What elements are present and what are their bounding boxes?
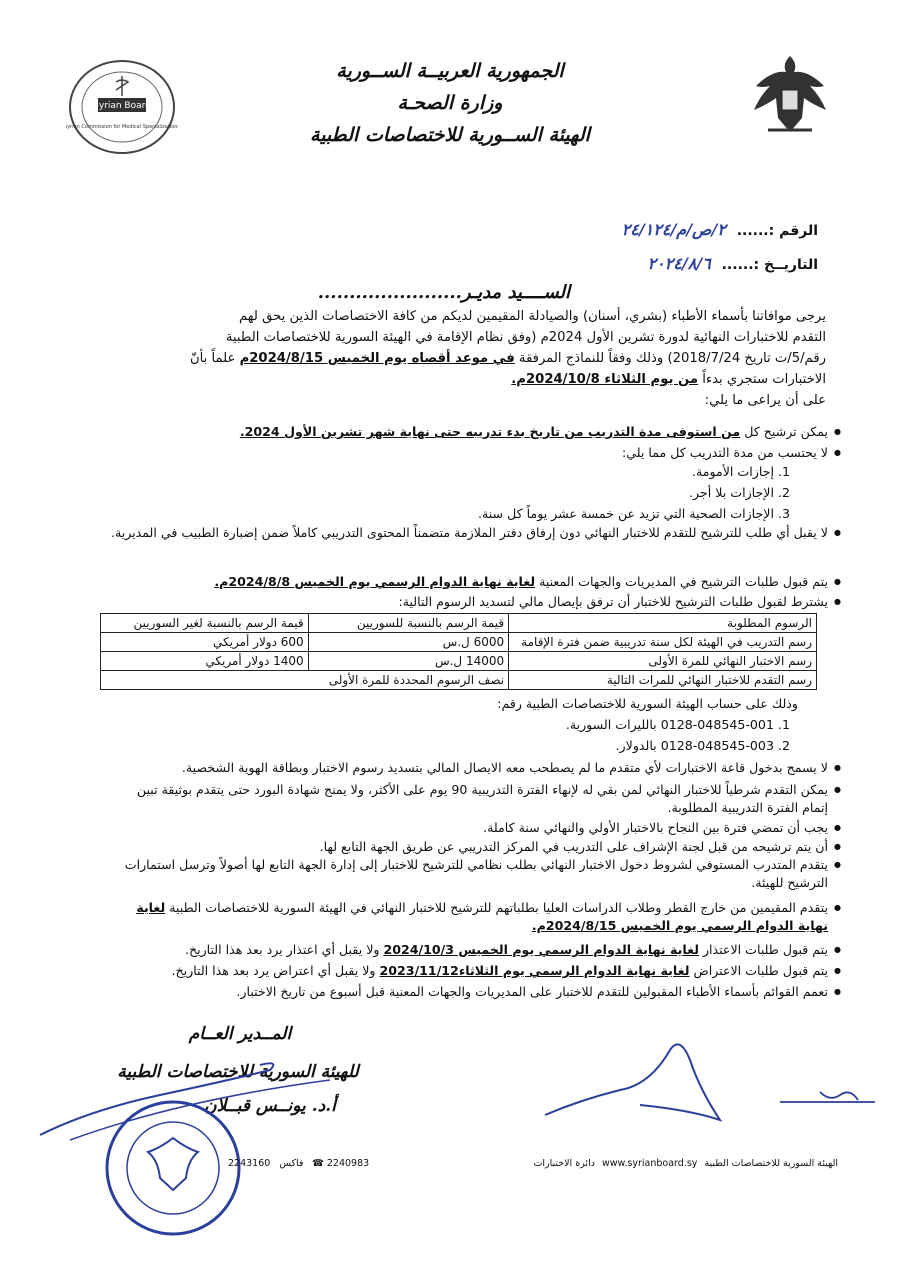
bullet-5: ● يشترط لقبول طلبات الترشيح للاختبار أن ترفق بإيصال مالي لتسديد الرسوم التالية: [108, 593, 828, 611]
bullet-12-b: لغاية نهاية الدوام الرسمي يوم الخميس 2024/10/3 [383, 942, 699, 957]
account-item-1: 1. 0128-048545-001 بالليرات السورية. [565, 717, 790, 732]
bullet-13-b: لغاية نهاية الدوام الرسمي يوم الثلاثاء2023/11/12 [379, 963, 690, 978]
logo-sublabel: Syrian Commission for Medical Specializations [66, 124, 178, 130]
bullet-2-item-1: 1. إجازات الأمومة. [691, 464, 790, 479]
account-item-2-text: 0128-048545-003 بالدولار. [615, 738, 774, 753]
table-cell: 600 دولار أمريكي [101, 633, 309, 652]
bullet-2-item-3: 3. الإجازات الصحية التي تزيد عن خمسة عشر يوماً كل سنة. [477, 506, 790, 521]
header-ministry: وزارة الصحـة [397, 92, 503, 114]
table-cell: نصف الرسوم المحددة للمرة الأولى [101, 671, 509, 690]
table-header-cell: قيمة الرسم بالنسبة للسوريين [308, 614, 508, 633]
intro-deadline: في موعد أقصاه يوم الخميس 2024/8/15م [239, 351, 515, 366]
account-intro: وذلك على حساب الهيئة السورية للاختصاصات الطبية رقم: [497, 696, 798, 711]
syrian-board-logo [66, 58, 178, 156]
bullet-4-b: لغاية نهاية الدوام الرسمي يوم الخميس 2024/8/8م. [214, 574, 536, 589]
bullet-2: ● لا يحتسب من مدة التدريب كل مما يلي: [108, 444, 828, 462]
table-header-cell: قيمة الرسم بالنسبة لغير السوريين [101, 614, 309, 633]
intro-line-1: يرجى موافاتنا بأسماء الأطباء (بشري، أسنان) والصيادلة المقيمين لديكم من كافة الاختصاصات الذين يحق لهم [239, 309, 826, 324]
bullet-2-item-1-text: إجازات الأمومة. [691, 464, 774, 479]
table-cell: رسم الاختبار النهائي للمرة الأولى [509, 652, 817, 671]
bullet-2-item-3-text: الإجازات الصحية التي تزيد عن خمسة عشر يوماً كل سنة. [477, 506, 774, 521]
table-header-row [101, 614, 817, 633]
intro-line-3 [128, 348, 826, 369]
addressee-title: الســــيد مديـر....................... [317, 282, 570, 303]
table-cell: 1400 دولار أمريكي [101, 652, 309, 671]
footer-phone-number: 2240983 [326, 1158, 370, 1169]
bullet-1 [108, 423, 828, 441]
ref-date [647, 254, 818, 273]
intro-line-4-a: الاختبارات ستجري بدءاً [698, 372, 826, 387]
ref-number [622, 220, 818, 239]
bullet-13 [108, 962, 828, 980]
bullet-4 [108, 573, 828, 591]
phone-icon: ☎ [312, 1158, 324, 1169]
bullet-8: ● يجب أن تمضي فترة بين النجاح بالاختبار الأولي والنهائي سنة كاملة. [108, 819, 828, 837]
bullet-2-item-2-text: الإجازات بلا أجر. [688, 485, 774, 500]
header-republic: الجمهورية العربيــة الســورية [336, 60, 564, 82]
table-cell: رسم التدريب في الهيئة لكل سنة تدريبية ضمن فترة الإقامة [509, 633, 817, 652]
footer-fax-label: فاكس [279, 1158, 304, 1169]
table-cell: 6000 ل.س [308, 633, 508, 652]
ref-date-label: التاريــخ :...... [721, 257, 818, 273]
account-item-1-text: 0128-048545-001 بالليرات السورية. [565, 717, 774, 732]
table-cell: 14000 ل.س [308, 652, 508, 671]
bullet-1-b: من استوفى مدة التدريب من تاريخ بدء تدريبه حتى نهاية شهر تشرين الأول 2024. [239, 424, 741, 439]
account-item-2: 2. 0128-048545-003 بالدولار. [615, 738, 790, 753]
intro-line-3-a: رقم/5/ت تاريخ 2018/7/24) وذلك وفقاً للنماذج المرفقة [514, 351, 826, 366]
bullet-1-a: يمكن ترشيح كل [740, 424, 828, 439]
signature-title-2: للهيئة السورية للاختصاصات الطبية [117, 1062, 359, 1082]
signature-scrawl-right [540, 1030, 880, 1125]
header-commission: الهيئة الســورية للاختصاصات الطبية [310, 124, 590, 146]
bullet-11-a: يتقدم المقيمين من خارج القطر وطلاب الدراسات العليا بطلباتهم للترشيح للاختبار النهائي في الهيئة السورية للاختصاصات الطبية [165, 900, 828, 915]
bullet-13-c: ولا يقبل أي اعتراض يرد بعد هذا التاريخ. [171, 963, 380, 978]
footer-fax [228, 1158, 303, 1169]
bullet-3: ● لا يقبل أي طلب للترشيح للتقدم للاختبار النهائي دون إرفاق دفتر الملازمة متضمناً المحتوى التدريبي كاملاً ضمن إضبارة الطبيب في المديرية. [108, 524, 828, 542]
table-row [101, 633, 817, 652]
fees-table [100, 613, 817, 690]
bullet-12 [108, 941, 828, 959]
bullet-13-a: يتم قبول طلبات الاعتراض [689, 963, 828, 978]
bullet-10: ● يتقدم المتدرب المستوفي لشروط دخول الاختبار النهائي بطلب نظامي للترشيح للاختبار إلى إدارة الجهة التابع لها أصولاً وترسل استمارات الترشيح للهيئة. [108, 856, 828, 892]
signature-title-1: المــدير العــام [188, 1024, 292, 1044]
intro-exam-date: من يوم الثلاثاء 2024/10/8م. [511, 372, 699, 387]
table-row [101, 652, 817, 671]
intro-line-5: على أن يراعى ما يلي: [704, 393, 826, 408]
table-header-cell: الرسوم المطلوبة [509, 614, 817, 633]
bullet-11 [108, 899, 828, 935]
ref-date-value: ٢٠٢٤/٨/٦ [647, 254, 711, 273]
bullet-14: ● تعمم القوائم بأسماء الأطباء المقبولين للتقدم للاختبار على المديريات والجهات المعنية قبل أسبوع من تاريخ الاختبار. [108, 983, 828, 1001]
logo-label: Syrian Board [93, 101, 151, 111]
table-row [101, 671, 817, 690]
bullet-7: ● يمكن التقدم شرطياً للاختبار النهائي لمن بقي له لإنهاء الفترة التدريبية 90 يوم على الأكثر، ولا يمنح شهادة البورد حتى يتقدم بوثيقة تبين إتمام الفترة التدريبية المطلوبة. [108, 781, 828, 817]
footer-org: الهيئة السورية للاختصاصات الطبية [704, 1158, 838, 1169]
bullet-11-b: لغاية نهاية الدوام الرسمي يوم الخميس 2024/8/15م. [136, 900, 828, 933]
bullet-9: ● أن يتم ترشيحه من قبل لجنة الإشراف على التدريب في المركز التدريبي عن طريق الجهة التابع لها. [108, 838, 828, 856]
footer-website[interactable]: www.syrianboard.sy [601, 1158, 698, 1169]
bullet-2-item-2: 2. الإجازات بلا أجر. [688, 485, 790, 500]
footer-dept: دائرة الاختبارات [533, 1158, 595, 1169]
table-cell: رسم التقدم للاختبار النهائي للمرات التالية [509, 671, 817, 690]
bullet-12-c: ولا يقبل أي اعتذار يرد بعد هذا التاريخ. [184, 942, 384, 957]
signature-name: أ.د. يونــس قبــلان [204, 1096, 336, 1116]
bullet-6: ● لا يسمح بدخول قاعة الاختبارات لأي متقدم ما لم يصطحب معه الايصال المالي بتسديد رسوم الاختبار وبطاقة الهوية الشخصية. [108, 759, 828, 777]
ref-number-label: الرقم :...... [736, 223, 818, 239]
intro-line-3-c: علماً بأنّ [189, 351, 240, 366]
bullet-12-a: يتم قبول طلبات الاعتذار [698, 942, 828, 957]
footer-phone [312, 1158, 369, 1169]
footer-fax-number: 2243160 [228, 1158, 271, 1169]
signature-scrawl-left [30, 1040, 390, 1150]
footer-contact [533, 1158, 838, 1169]
ref-number-value: ٢/ص/م/٢٤/١٢٤ [621, 220, 726, 239]
bullet-4-a: يتم قبول طلبات الترشيح في المديريات والجهات المعنية [535, 574, 828, 589]
intro-line-4 [128, 369, 826, 390]
syrian-eagle-emblem [742, 52, 838, 138]
intro-line-2: التقدم للاختبارات النهائية لدورة تشرين الأول 2024م (وفق نظام الإقامة في الهيئة السورية للاختصاصات الطبية [225, 330, 826, 345]
